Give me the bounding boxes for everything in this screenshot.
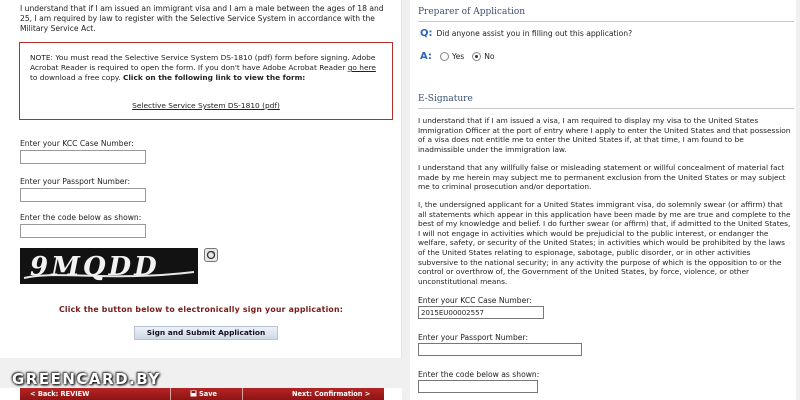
yes-label: Yes — [451, 52, 465, 61]
no-label: No — [484, 52, 495, 61]
captcha-image — [20, 248, 198, 284]
esig-passport-number-label: Enter your Passport Number: — [418, 333, 528, 342]
back-review-button[interactable]: < Back: REVIEW — [30, 390, 90, 398]
captcha-text: 9MQDD — [30, 252, 160, 282]
ds1810-form-link[interactable]: Selective Service System DS-1810 (pdf) — [132, 101, 280, 110]
esig-kcc-case-number-input[interactable]: 2015EU00002557 — [418, 306, 544, 319]
next-confirmation-button[interactable]: Next: Confirmation > — [292, 390, 371, 398]
esignature-section-title: E-Signature — [418, 94, 473, 104]
refresh-icon — [205, 249, 217, 261]
section-divider — [418, 21, 794, 22]
note-bold-instruction: Click on the following link to view the form: — [122, 73, 306, 82]
right-panel — [402, 0, 800, 400]
left-form-area — [0, 0, 402, 358]
selective-service-intro: I understand that if I am issued an immigrant visa and I am a male between the ages of 18 and 25, I am required by law to register with the Selective Service System in accordance with the Military Service Act. — [20, 4, 384, 33]
preparer-question — [420, 28, 632, 39]
no-radio[interactable] — [472, 52, 481, 61]
note-text-1: NOTE: You must read the Selective Service System DS-1810 (pdf) form before signing. Adobe Acrobat Reader is required to open the form. If you don't have Adobe Acrobat Reader — [30, 53, 376, 72]
passport-number-label: Enter your Passport Number: — [20, 177, 130, 186]
selective-service-note — [19, 42, 393, 120]
yes-radio[interactable] — [440, 52, 449, 61]
captcha-code-label: Enter the code below as shown: — [20, 213, 142, 222]
kcc-case-number-label: Enter your KCC Case Number: — [20, 139, 134, 148]
esig-passport-number-input[interactable] — [418, 343, 582, 356]
bottom-bar-divider — [170, 388, 171, 400]
esig-kcc-case-number-label: Enter your KCC Case Number: — [418, 296, 532, 305]
save-label: Save — [199, 390, 217, 398]
bottom-bar-divider — [242, 388, 243, 400]
kcc-case-number-input[interactable] — [20, 150, 146, 164]
bottom-navigation-bar — [20, 388, 384, 400]
note-text-2: to download a free copy. — [30, 73, 123, 82]
right-form-area — [410, 0, 796, 400]
save-button[interactable] — [190, 390, 217, 398]
passport-number-input[interactable] — [20, 188, 146, 202]
esignature-paragraph-1: I understand that if I am issued a visa, I am required to display my visa to the United States Immigration Officer at the port of entry where I apply to enter the United States and that possession of a visa does not entitle me to enter the United States if, at that time, I am found to be inadmissible under the immigration law. — [418, 116, 791, 154]
watermark-logo: GREENCARD.BY — [12, 370, 161, 388]
section-divider — [418, 108, 794, 109]
question-text: Did anyone assist you in filling out this application? — [436, 29, 633, 38]
answer-marker: A: — [420, 51, 432, 62]
captcha-code-input[interactable] — [20, 224, 146, 238]
sign-instruction: Click the button below to electronically sign your application: — [58, 305, 344, 314]
save-icon — [190, 390, 197, 397]
sign-and-submit-button[interactable]: Sign and Submit Application — [134, 326, 278, 340]
question-marker: Q: — [420, 28, 433, 39]
go-here-link[interactable]: go here — [347, 63, 376, 72]
esignature-paragraph-2: I understand that any willfully false or misleading statement or willful concealment of material fact made by me herein may subject me to permanent exclusion from the United States or may subject me to criminal prosecution and/or deportation. — [418, 163, 786, 192]
esignature-paragraph-3: I, the undersigned applicant for a United States immigrant visa, do solemnly swear (or affirm) that all statements which appear in this application have been made by me are true and complete to the best of my knowledge and belief. I do further swear (or affirm) that, if admitted to the United States, I will not engage in activities which would be prejudicial to the public interest, or endanger the welfare, safety, or security of the United States; in activities which would be prohibited by the laws of the United States relating to espionage, sabotage, public disorder, or in other activities subversive to the national security; in any activity the purpose of which is the opposition to or the control or overthrow of, the Government of the United States, by force, violence, or other unconstitutional means. — [418, 200, 791, 286]
refresh-captcha-button[interactable] — [204, 248, 218, 262]
preparer-answer — [420, 51, 503, 62]
esig-captcha-code-input[interactable] — [418, 380, 538, 393]
esig-captcha-code-label: Enter the code below as shown: — [418, 370, 540, 379]
preparer-section-title: Preparer of Application — [418, 7, 526, 17]
